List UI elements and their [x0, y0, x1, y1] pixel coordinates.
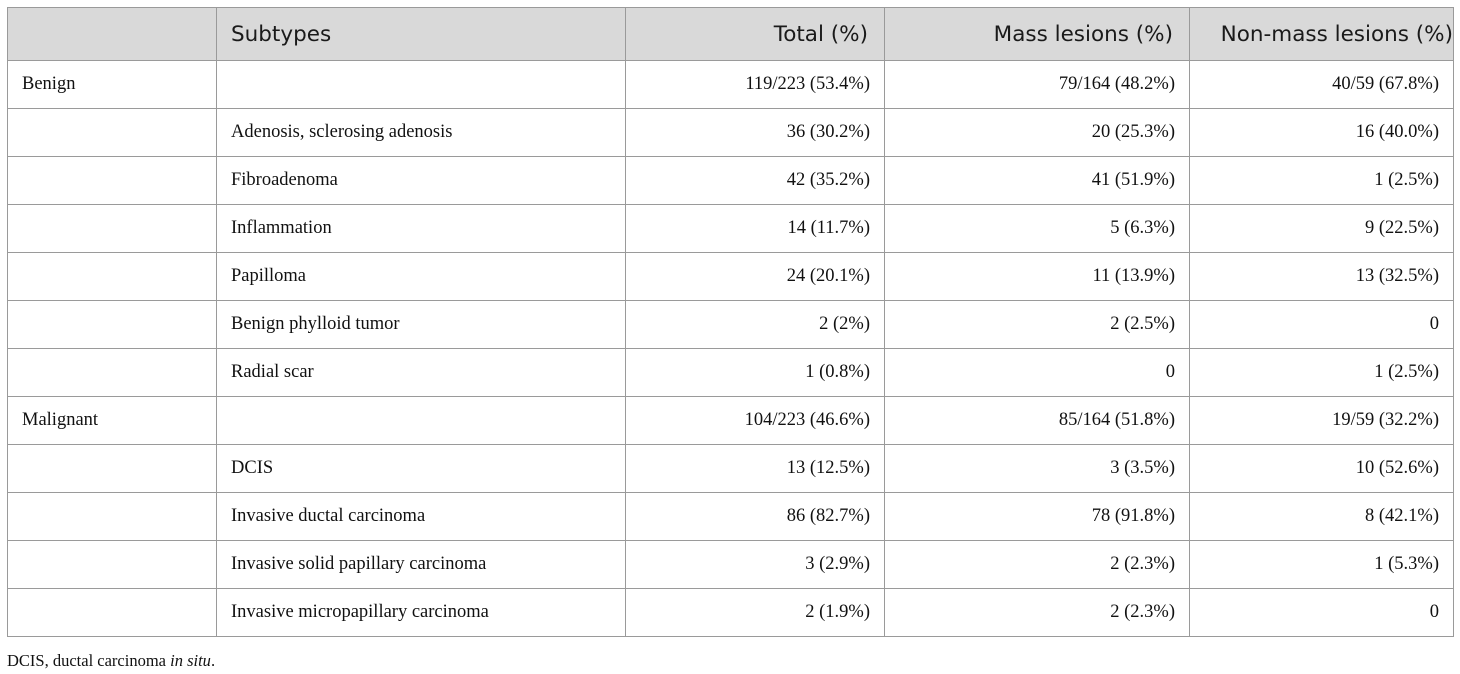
subtype-cell: Invasive solid papillary carcinoma — [217, 541, 626, 589]
non-mass-lesions-cell: 16 (40.0%) — [1190, 109, 1454, 157]
group-cell — [8, 541, 217, 589]
table-row — [8, 205, 1454, 253]
mass-lesions-cell: 78 (91.8%) — [885, 493, 1190, 541]
footnote-suffix: . — [210, 651, 216, 670]
header-cell-mass-lesions: Mass lesions (%) — [885, 8, 1190, 61]
mass-lesions-cell: 11 (13.9%) — [885, 253, 1190, 301]
table-row — [8, 541, 1454, 589]
subtype-cell: Fibroadenoma — [217, 157, 626, 205]
table-container — [7, 7, 1453, 637]
non-mass-lesions-cell: 1 (5.3%) — [1190, 541, 1454, 589]
table-row — [8, 445, 1454, 493]
non-mass-lesions-cell: 13 (32.5%) — [1190, 253, 1454, 301]
group-cell — [8, 301, 217, 349]
table-row — [8, 253, 1454, 301]
mass-lesions-cell: 0 — [885, 349, 1190, 397]
table-row — [8, 493, 1454, 541]
total-cell: 36 (30.2%) — [626, 109, 885, 157]
subtype-cell: DCIS — [217, 445, 626, 493]
subtype-cell — [217, 397, 626, 445]
group-cell — [8, 445, 217, 493]
table-footnote — [7, 651, 215, 671]
non-mass-lesions-cell: 1 (2.5%) — [1190, 349, 1454, 397]
subtype-cell: Benign phylloid tumor — [217, 301, 626, 349]
table-row — [8, 589, 1454, 637]
mass-lesions-cell: 2 (2.3%) — [885, 589, 1190, 637]
table-row — [8, 157, 1454, 205]
mass-lesions-cell: 2 (2.5%) — [885, 301, 1190, 349]
total-cell: 3 (2.9%) — [626, 541, 885, 589]
table-row — [8, 61, 1454, 109]
total-cell: 2 (1.9%) — [626, 589, 885, 637]
header-cell-subtypes: Subtypes — [217, 8, 626, 61]
subtype-cell: Invasive micropapillary carcinoma — [217, 589, 626, 637]
mass-lesions-cell: 2 (2.3%) — [885, 541, 1190, 589]
group-cell — [8, 589, 217, 637]
table-row — [8, 301, 1454, 349]
mass-lesions-cell: 41 (51.9%) — [885, 157, 1190, 205]
non-mass-lesions-cell: 0 — [1190, 301, 1454, 349]
total-cell: 104/223 (46.6%) — [626, 397, 885, 445]
total-cell: 86 (82.7%) — [626, 493, 885, 541]
footnote-italic-text: in situ — [170, 651, 211, 670]
mass-lesions-cell: 79/164 (48.2%) — [885, 61, 1190, 109]
total-cell: 24 (20.1%) — [626, 253, 885, 301]
group-cell: Malignant — [8, 397, 217, 445]
table-row — [8, 397, 1454, 445]
total-cell: 13 (12.5%) — [626, 445, 885, 493]
group-cell — [8, 205, 217, 253]
table-row — [8, 349, 1454, 397]
total-cell: 1 (0.8%) — [626, 349, 885, 397]
table-row — [8, 109, 1454, 157]
subtype-cell: Adenosis, sclerosing adenosis — [217, 109, 626, 157]
mass-lesions-cell: 3 (3.5%) — [885, 445, 1190, 493]
mass-lesions-cell: 5 (6.3%) — [885, 205, 1190, 253]
non-mass-lesions-cell: 10 (52.6%) — [1190, 445, 1454, 493]
total-cell: 119/223 (53.4%) — [626, 61, 885, 109]
non-mass-lesions-cell: 40/59 (67.8%) — [1190, 61, 1454, 109]
non-mass-lesions-cell: 19/59 (32.2%) — [1190, 397, 1454, 445]
lesion-subtypes-table — [7, 7, 1454, 637]
non-mass-lesions-cell: 0 — [1190, 589, 1454, 637]
non-mass-lesions-cell: 8 (42.1%) — [1190, 493, 1454, 541]
header-cell-total: Total (%) — [626, 8, 885, 61]
group-cell: Benign — [8, 61, 217, 109]
group-cell — [8, 349, 217, 397]
non-mass-lesions-cell: 9 (22.5%) — [1190, 205, 1454, 253]
subtype-cell — [217, 61, 626, 109]
group-cell — [8, 109, 217, 157]
mass-lesions-cell: 20 (25.3%) — [885, 109, 1190, 157]
header-row — [8, 8, 1454, 61]
subtype-cell: Papilloma — [217, 253, 626, 301]
total-cell: 42 (35.2%) — [626, 157, 885, 205]
non-mass-lesions-cell: 1 (2.5%) — [1190, 157, 1454, 205]
group-cell — [8, 157, 217, 205]
group-cell — [8, 493, 217, 541]
subtype-cell: Radial scar — [217, 349, 626, 397]
group-cell — [8, 253, 217, 301]
header-cell-group — [8, 8, 217, 61]
mass-lesions-cell: 85/164 (51.8%) — [885, 397, 1190, 445]
total-cell: 2 (2%) — [626, 301, 885, 349]
subtype-cell: Invasive ductal carcinoma — [217, 493, 626, 541]
subtype-cell: Inflammation — [217, 205, 626, 253]
header-cell-non-mass-lesions: Non-mass lesions (%) — [1190, 8, 1454, 61]
footnote-text: DCIS, ductal carcinoma — [7, 651, 171, 670]
total-cell: 14 (11.7%) — [626, 205, 885, 253]
